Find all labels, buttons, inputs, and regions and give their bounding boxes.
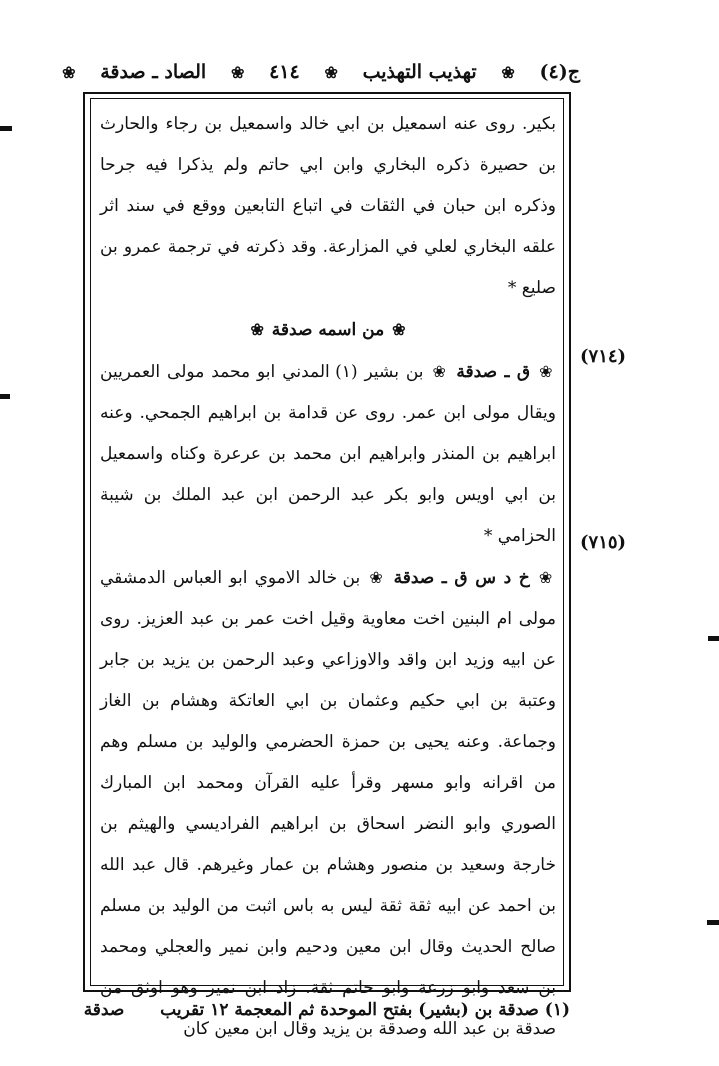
ornament-icon: ❀	[432, 362, 448, 381]
scan-edge-mark	[707, 920, 719, 925]
header-book-title: تهذيب التهذيب	[362, 61, 477, 83]
ornament-icon: ❀	[62, 62, 76, 82]
entry-715	[100, 557, 556, 1050]
running-header	[60, 52, 580, 92]
scan-edge-mark	[708, 636, 719, 641]
ornament-icon: ❀	[392, 320, 406, 339]
entry-714-text: بن بشير (١) المدني ابو محمد مولى العمريين ويقال مولى ابن عمر. روى عن قدامة بن ابراهيم الجمحي. وعنه ابراهيم بن المنذر وابراهيم ابن محمد بن عرعرة وكناه واسمعيل بن ابي اويس وابو بكر عبد الرحمن ابن عبد الملك بن شيبة الحزامي *	[100, 362, 556, 546]
catchword: صدقة	[83, 1000, 125, 1020]
ornament-icon: ❀	[230, 62, 245, 82]
header-section: الصاد ـ صدقة	[100, 61, 207, 83]
header-page-number: ٤١٤	[269, 61, 300, 83]
ornament-icon: ❀	[539, 362, 555, 381]
scan-edge-mark	[0, 394, 10, 399]
entry-715-sigla: خ د س ق ـ صدقة	[393, 568, 530, 588]
footnote-text: (١) صدقة بن (بشير) بفتح الموحدة ثم المعجمة ١٢ تقريب	[160, 1000, 570, 1020]
footnote	[83, 1000, 570, 1036]
paragraph-continuation: بكير. روى عنه اسمعيل بن ابي خالد واسمعيل بن رجاء والحارث بن حصيرة ذكره البخاري وابن ابي حاتم ولم يذكرا فيه جرحا وذكره ابن حبان في الثقات في اتباع التابعين ووقع في سند اثر علقه البخاري لعلي في المزارعة. وقد ذكرته في ترجمة عمرو بن صليع *	[100, 114, 556, 298]
ornament-icon: ❀	[324, 62, 338, 82]
section-heading	[100, 309, 556, 351]
ornament-icon: ❀	[538, 568, 555, 587]
entry-714-sigla: ق ـ صدقة	[456, 362, 531, 382]
entry-715-text: بن خالد الاموي ابو العباس الدمشقي مولى ام البنين اخت معاوية وقيل اخت عمر بن عبد العزيز. روى عن ابيه وزيد ابن واقد والاوزاعي وعبد الرحمن بن يزيد بن جابر وعتبة بن ابي حكيم وعثمان بن ابي العاتكة وهشام بن الغاز وجماعة. وعنه يحيى بن حمزة الحضرمي والوليد بن مسلم وهم من اقرانه وابو مسهر وقرأ عليه القرآن ومحمد ابن المبارك الصوري وابو النضر اسحاق بن ابراهيم الفراديسي والهيثم بن خارجة وسعيد بن منصور وهشام بن عمار وغيرهم. قال عبد الله بن احمد عن ابيه ثقة ثقة ليس به باس اثبت من الوليد بن مسلم صالح الحديث وقال ابن معين ودحيم وابن نمير والعجلي ومحمد بن سعد وابو زرعة وابو حاتم ثقة. زاد ابن نمير وهو اوثق من صدقة بن عبد الله وصدقة بن يزيد وقال ابن معين كان	[100, 568, 556, 1039]
ornament-icon: ❀	[369, 568, 385, 587]
entry-number-715: (٧١٥)	[580, 532, 627, 553]
section-heading-text: من اسمه صدقة	[271, 320, 385, 340]
scan-edge-mark	[0, 126, 12, 131]
ornament-icon: ❀	[501, 62, 515, 82]
entry-714	[100, 351, 556, 557]
header-volume: ج(٤)	[539, 61, 580, 83]
entry-number-714: (٧١٤)	[580, 346, 627, 367]
ornament-icon: ❀	[250, 320, 264, 339]
